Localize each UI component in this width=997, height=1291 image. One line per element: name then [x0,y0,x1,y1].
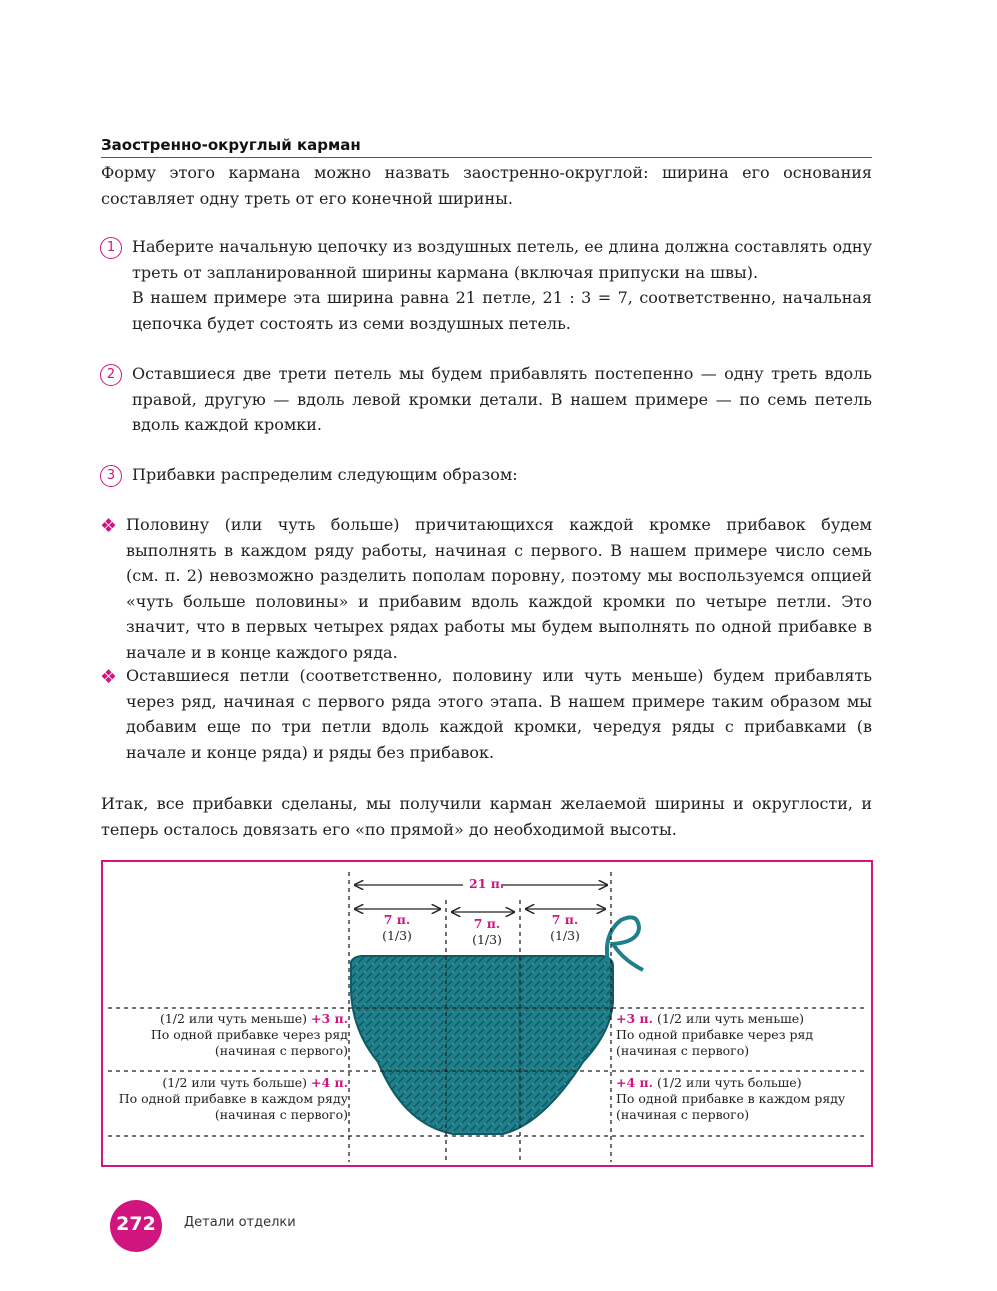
bullet-2-text: Оставшиеся петли (соответственно, половину или чуть меньше) будем прибавлять через ряд, начиная с первого ряда этого этапа. В нашем примере таким образом мы добавим еще по три петли вдоль каждой кромки, чередуя ряды с прибавками (в начале и конце ряда) и ряды без прибавок. [126,666,872,762]
step-3-number: 3 [100,465,122,487]
right-lower-line3: (начиная с первого) [616,1107,750,1122]
bullet-1-text: Половину (или чуть больше) причитающихся каждой кромке прибавок будем выполнять в каждом ряду работы, начиная с первого. В нашем примере число семь (см. п. 2) невозможно разделить пополам поровну, поэтому мы воспользуемся опцией «чуть больше половины» и прибавим вдоль каждой кромки по четыре петли. Это значит, что в первых четырех рядах работы мы будем выполнять по одной прибавке в начале и в конце каждого ряда. [126,515,872,662]
intro-paragraph: Форму этого кармана можно назвать заостренно-округлой: ширина его основания составляет одну треть от его конечной ширины. [101,163,872,208]
step-2-number: 2 [100,364,122,386]
third-left-count: 7 п. [383,912,411,927]
step-2-text: Оставшиеся две трети петель мы будем прибавлять постепенно — одну треть вдоль правой, другую — вдоль левой кромки детали. В нашем примере — по семь петель вдоль каждой кромки. [132,364,872,434]
right-upper-annotation [616,1011,813,1059]
left-upper-annotation [151,1011,348,1059]
third-right-count: 7 п. [551,912,579,927]
right-upper-line3: (начиная с первого) [616,1043,750,1058]
step-1-extra: В нашем примере эта ширина равна 21 петле, 21 : 3 = 7, соответственно, начальная цепочка будет состоять из семи воздушных петель. [132,288,872,333]
page-number-badge [110,1200,162,1252]
third-middle-count: 7 п. [473,916,501,931]
pocket-diagram [101,860,873,1167]
third-left-fraction: (1/3) [382,928,412,943]
page-number: 272 [116,1213,156,1235]
third-right-fraction: (1/3) [550,928,580,943]
right-upper-add: +3 п. [616,1011,654,1026]
bullet-2-icon: ❖ [100,666,118,688]
left-lower-line3: (начиная с первого) [214,1107,348,1122]
step-1-text: Наберите начальную цепочку из воздушных петель, ее длина должна составлять одну треть от запланированной ширины кармана (включая припуски на швы). [132,237,872,282]
footer-section-title: Детали отделки [184,1215,296,1230]
right-lower-add: +4 п. [616,1075,654,1090]
third-middle-label [457,916,517,948]
right-upper-line1: (1/2 или чуть меньше) [657,1011,805,1026]
pocket-swatch [351,956,613,1134]
third-middle-fraction: (1/3) [472,932,502,947]
left-lower-add: +4 п. [310,1075,348,1090]
bullet-1-icon: ❖ [100,515,118,537]
right-upper-line2: По одной прибавке через ряд [616,1027,814,1042]
left-upper-line3: (начиная с первого) [214,1043,348,1058]
total-width-label: 21 п. [469,876,505,891]
left-upper-line2: По одной прибавке через ряд [150,1027,348,1042]
conclusion-paragraph: Итак, все прибавки сделаны, мы получили карман желаемой ширины и округлости, и теперь осталось довязать его «по прямой» до необходимой высоты. [101,794,872,839]
left-upper-add: +3 п. [310,1011,348,1026]
right-lower-annotation [616,1075,845,1123]
right-lower-line1: (1/2 или чуть больше) [657,1075,802,1090]
third-right-label [535,912,595,944]
left-lower-annotation [119,1075,348,1123]
right-lower-line2: По одной прибавке в каждом ряду [616,1091,846,1106]
third-left-label [367,912,427,944]
step-1-number: 1 [100,237,122,259]
left-lower-line1: (1/2 или чуть больше) [162,1075,307,1090]
left-upper-line1: (1/2 или чуть меньше) [159,1011,307,1026]
section-title: Заостренно-округлый карман [101,136,872,158]
left-lower-line2: По одной прибавке в каждом ряду [118,1091,348,1106]
step-3-text: Прибавки распределим следующим образом: [132,465,518,484]
